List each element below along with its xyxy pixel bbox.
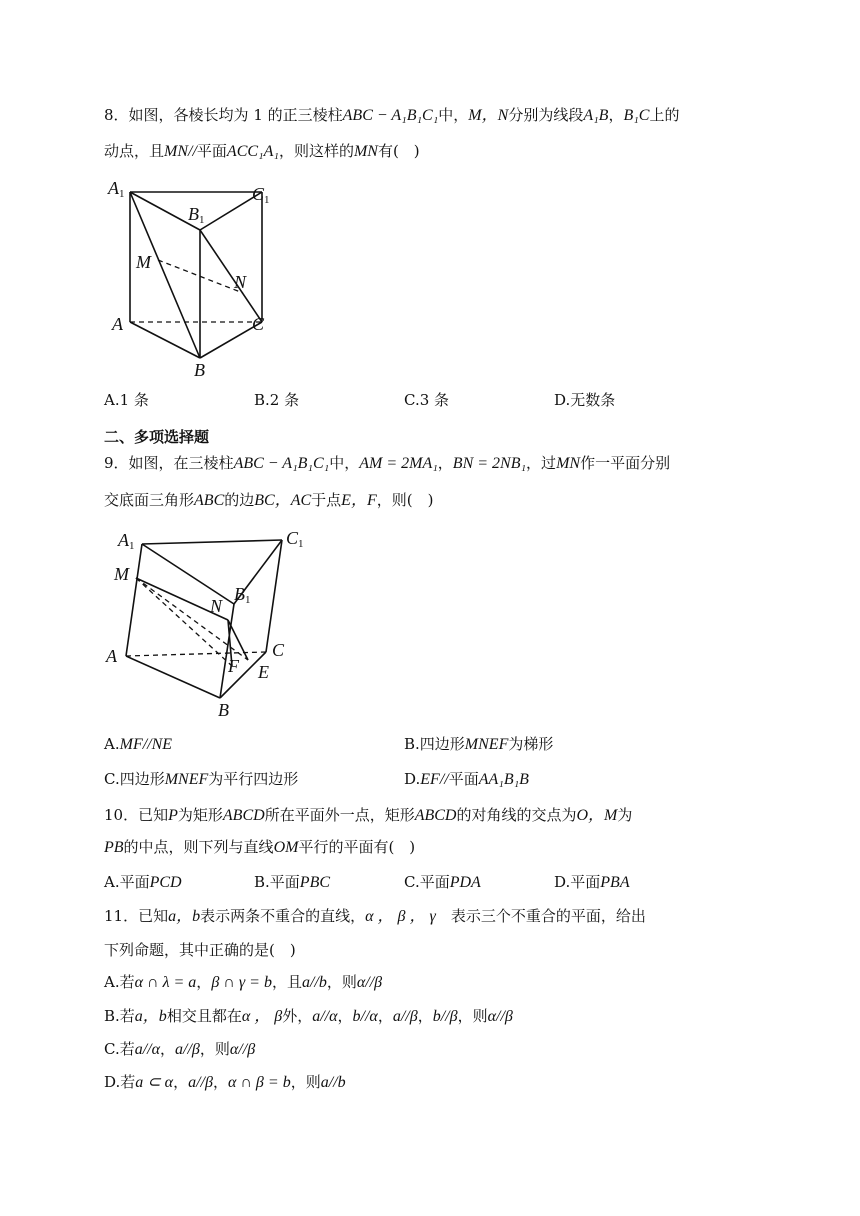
q8-stem-line2: 动点，且MN//平面ACC₁A₁，则这样的MN有( ) — [104, 142, 420, 160]
q11-stem-line2: 下列命题，其中正确的是( ) — [104, 941, 296, 959]
q9-label-C: C — [272, 640, 285, 660]
q9-label-E: E — [258, 662, 269, 682]
q11-option-b[interactable]: B.若a，b相交且都在α ， β外，a//α，b//α，a//β，b//β，则α//β — [104, 1007, 513, 1025]
q8-label-B1: B1 — [188, 204, 205, 226]
q11-option-d[interactable]: D.若a ⊂ α，a//β，α ∩ β = b，则a//b — [104, 1073, 346, 1091]
q8-label-M: M — [136, 252, 151, 272]
q9-label-A1: A1 — [118, 530, 135, 552]
q9-option-b[interactable]: B.四边形MNEF为梯形 — [404, 735, 554, 753]
q8-prism-figure — [100, 172, 290, 382]
q8-label-B: B — [194, 360, 205, 380]
q8-label-A1: A1 — [108, 178, 125, 200]
q8-option-d[interactable]: D.无数条 — [554, 391, 616, 409]
q8-option-b[interactable]: B.2 条 — [254, 391, 300, 409]
q11-stem-line1: 11．已知a，b表示两条不重合的直线，α ， β ， γ 表示三个不重合的平面，给出 — [104, 907, 646, 925]
q8-label-C: C — [252, 314, 265, 334]
q9-option-d[interactable]: D.EF//平面AA₁B₁B — [404, 770, 529, 788]
q10-stem-line2: PB的中点，则下列与直线OM平行的平面有( ) — [104, 838, 416, 856]
q8-stem-line1: 8．如图，各棱长均为 1 的正三棱柱ABC − A₁B₁C₁中，M，N分别为线段A₁B，B₁C上的 — [104, 106, 680, 124]
q9-label-C1: C1 — [286, 528, 304, 550]
q9-label-F: F — [228, 656, 239, 676]
q10-stem-line1: 10．已知P为矩形ABCD所在平面外一点，矩形ABCD的对角线的交点为O，M为 — [104, 806, 633, 824]
q11-option-a[interactable]: A.若α ∩ λ = a，β ∩ γ = b，且a//b，则α//β — [104, 973, 383, 991]
q9-option-c[interactable]: C.四边形MNEF为平行四边形 — [104, 770, 299, 788]
q9-stem-line1: 9．如图，在三棱柱ABC − A₁B₁C₁中，AM = 2MA₁，BN = 2NB₁，过MN作一平面分别 — [104, 454, 671, 472]
q9-label-N: N — [210, 596, 223, 616]
q10-option-b[interactable]: B.平面PBC — [254, 873, 331, 891]
q8-label-N: N — [234, 272, 247, 292]
q8-label-C1: C1 — [252, 184, 270, 206]
section-heading-multiple-choice: 二、多项选择题 — [104, 428, 210, 446]
q10-option-d[interactable]: D.平面PBA — [554, 873, 630, 891]
q11-option-c[interactable]: C.若a//α，a//β，则α//β — [104, 1040, 256, 1058]
q9-stem-line2: 交底面三角形ABC的边BC，AC于点E，F，则( ) — [104, 491, 434, 509]
q8-option-a[interactable]: A.1 条 — [104, 391, 149, 409]
q9-label-B1: B1 — [234, 584, 251, 606]
q8-option-c[interactable]: C.3 条 — [404, 391, 450, 409]
q9-option-a[interactable]: A.MF//NE — [104, 735, 173, 753]
q9-label-B: B — [218, 700, 229, 720]
q10-option-a[interactable]: A.平面PCD — [104, 873, 182, 891]
q9-label-M: M — [114, 564, 129, 584]
q9-label-A: A — [106, 646, 117, 666]
q10-option-c[interactable]: C.平面PDA — [404, 873, 481, 891]
q8-label-A: A — [112, 314, 123, 334]
q9-prism-figure — [104, 520, 324, 720]
